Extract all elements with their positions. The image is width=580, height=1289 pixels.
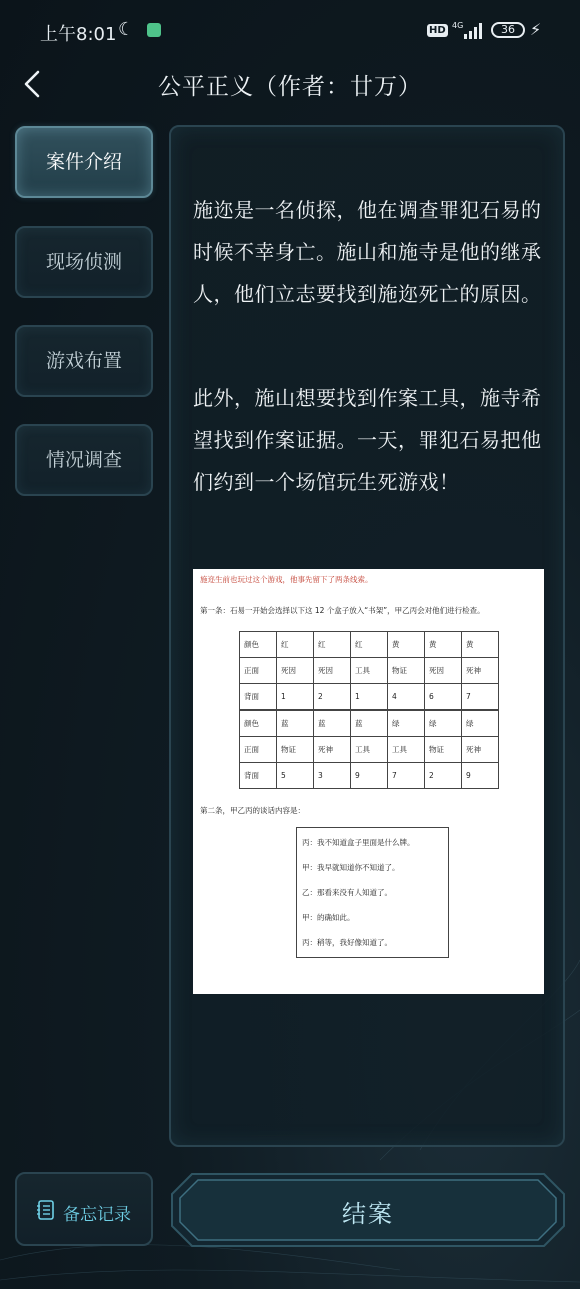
close-case-label: 结案 [342, 1200, 394, 1228]
table-row [240, 763, 499, 789]
memo-label: 备忘记录 [63, 1205, 131, 1225]
table-cell: 3 [314, 763, 351, 789]
doc-clue-1: 第一条：石易一开始会选择以下这 12 个盒子放入“书架”，甲乙丙会对他们进行检查。 [200, 606, 485, 615]
dialog-line: 丙：我不知道盒子里面是什么牌。 [302, 838, 415, 847]
box-table-2 [239, 710, 499, 789]
case-paragraph-1: 施迩是一名侦探，他在调查罪犯石易的时候不幸身亡。施山和施寺是他的继承人，他们立志要找到施迩死亡的原因。 [193, 198, 542, 306]
hd-badge: HD [429, 25, 446, 36]
table-cell: 死神 [314, 737, 351, 763]
sidebar-item-game-setup[interactable]: 游戏布置 [15, 325, 153, 397]
dialog-line: 甲：我早就知道你不知道了。 [302, 863, 400, 872]
table-cell: 绿 [388, 711, 425, 737]
page-title: 公平正义（作者：廿万） [158, 74, 422, 100]
table-cell: 死因 [277, 658, 314, 684]
table-cell: 1 [277, 684, 314, 710]
table-cell: 颜色 [240, 711, 277, 737]
header [0, 62, 580, 112]
status-time: 上午8:01 [40, 24, 117, 45]
doc-clue-2: 第二条，甲乙丙的谈话内容是： [200, 806, 305, 815]
table-row [240, 737, 499, 763]
table-cell: 颜色 [240, 632, 277, 658]
table-row [240, 658, 499, 684]
table-cell: 1 [351, 684, 388, 710]
table-cell: 正面 [240, 737, 277, 763]
table-cell: 黄 [462, 632, 499, 658]
dialog-line: 丙：稍等，我好像知道了。 [302, 938, 392, 947]
dialog-box [296, 827, 449, 958]
table-cell: 9 [462, 763, 499, 789]
table-row [240, 632, 499, 658]
table-cell: 死神 [462, 658, 499, 684]
table-cell: 黄 [388, 632, 425, 658]
table-cell: 黄 [425, 632, 462, 658]
doc-intro: 施迩生前也玩过这个游戏，他事先留下了两条线索。 [200, 575, 373, 584]
table-cell: 7 [388, 763, 425, 789]
table-cell: 2 [425, 763, 462, 789]
table-cell: 6 [425, 684, 462, 710]
sidebar-item-case-intro[interactable]: 案件介绍 [15, 126, 153, 198]
notepad-icon [37, 1200, 55, 1220]
table-cell: 4 [388, 684, 425, 710]
table-cell: 红 [351, 632, 388, 658]
dialog-line: 甲：的确如此。 [302, 913, 355, 922]
table-cell: 9 [351, 763, 388, 789]
table-cell: 2 [314, 684, 351, 710]
table-cell: 蓝 [314, 711, 351, 737]
status-bar [0, 0, 580, 62]
table-cell: 死因 [425, 658, 462, 684]
table-cell: 死因 [314, 658, 351, 684]
table-cell: 物证 [388, 658, 425, 684]
sidebar-item-investigation[interactable]: 情况调查 [15, 424, 153, 496]
table-cell: 工具 [351, 737, 388, 763]
table-cell: 背面 [240, 763, 277, 789]
signal-icon [452, 20, 484, 40]
table-cell: 工具 [351, 658, 388, 684]
network-type: 4G [452, 21, 464, 30]
case-content-panel[interactable] [169, 125, 565, 1147]
table-row [240, 711, 499, 737]
table-row [240, 684, 499, 710]
box-table-1 [239, 631, 499, 710]
sidebar-item-scene-detection[interactable]: 现场侦测 [15, 226, 153, 298]
table-cell: 绿 [462, 711, 499, 737]
table-cell: 5 [277, 763, 314, 789]
table-cell: 背面 [240, 684, 277, 710]
memo-button[interactable] [15, 1172, 153, 1246]
table-cell: 红 [314, 632, 351, 658]
table-cell: 绿 [425, 711, 462, 737]
battery-icon [491, 22, 525, 38]
table-cell: 死神 [462, 737, 499, 763]
dialog-line: 乙：那看来没有人知道了。 [302, 888, 392, 897]
table-cell: 物证 [425, 737, 462, 763]
table-cell: 物证 [277, 737, 314, 763]
table-cell: 工具 [388, 737, 425, 763]
table-cell: 7 [462, 684, 499, 710]
battery-level: 36 [501, 23, 515, 36]
table-cell: 正面 [240, 658, 277, 684]
clue-document-image [193, 569, 544, 994]
app-notification-icon [147, 23, 161, 37]
close-case-button[interactable] [170, 1172, 566, 1248]
charging-icon: ⚡ [530, 20, 542, 39]
table-cell: 红 [277, 632, 314, 658]
table-cell: 蓝 [351, 711, 388, 737]
case-paragraph-2: 此外，施山想要找到作案工具，施寺希望找到作案证据。一天，罪犯石易把他们约到一个场馆玩生死游戏！ [193, 386, 542, 494]
moon-icon: ☾ [118, 19, 135, 40]
table-cell: 蓝 [277, 711, 314, 737]
